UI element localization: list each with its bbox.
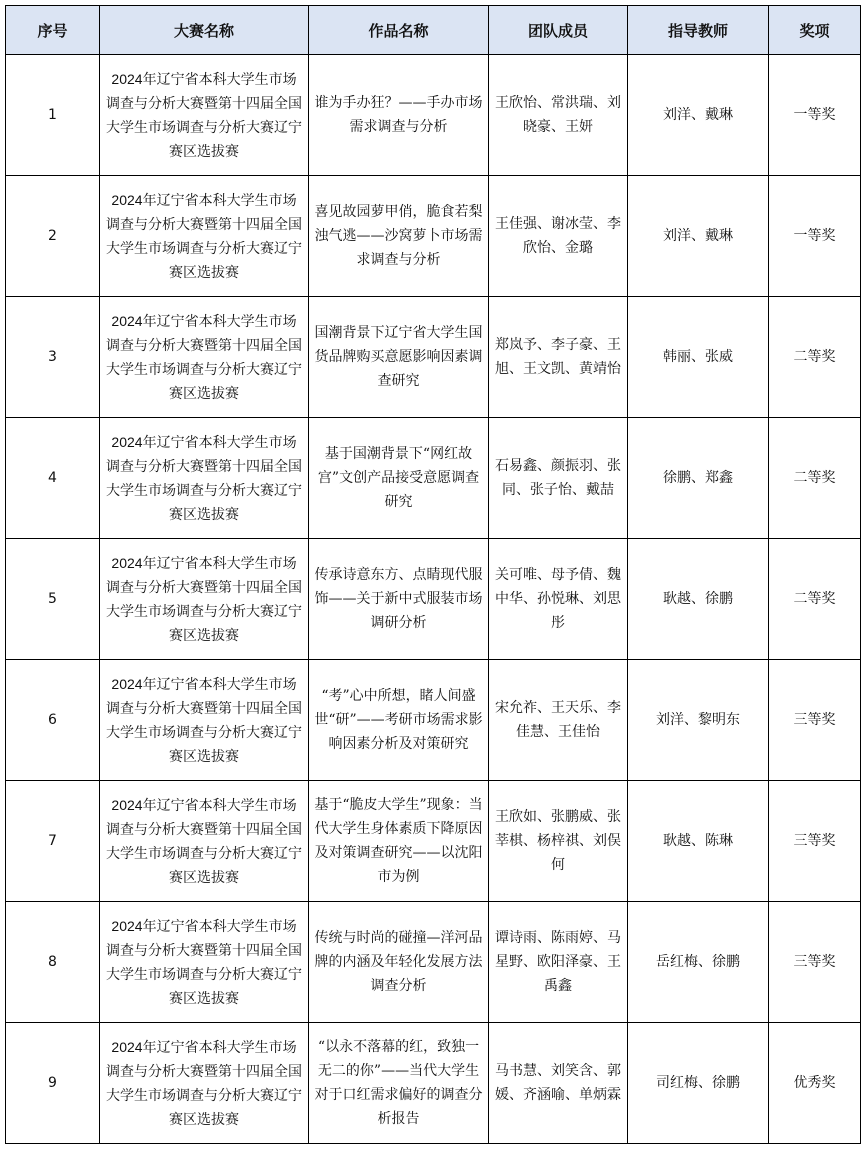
table-row [6,418,861,539]
cell-team: 石易鑫、颜振羽、张同、张子怡、戴喆 [489,418,628,539]
cell-award: 二等奖 [769,539,861,660]
cell-teacher: 韩丽、张威 [628,297,769,418]
cell-team: 宋允祚、王天乐、李佳慧、王佳怡 [489,660,628,781]
cell-team: 关可唯、母予倩、魏中华、孙悦琳、刘思彤 [489,539,628,660]
cell-work: 国潮背景下辽宁省大学生国货品牌购买意愿影响因素调查研究 [309,297,489,418]
table-row [6,902,861,1023]
cell-team: 王佳强、谢冰莹、李欣怡、金璐 [489,176,628,297]
cell-contest: 2024年辽宁省本科大学生市场调查与分析大赛暨第十四届全国大学生市场调查与分析大赛辽宁赛区选拔赛 [100,781,309,902]
cell-index: 6 [6,660,100,781]
table-row [6,55,861,176]
table-row [6,176,861,297]
cell-index: 7 [6,781,100,902]
cell-award: 一等奖 [769,55,861,176]
table-row [6,781,861,902]
cell-award: 三等奖 [769,781,861,902]
cell-teacher: 司红梅、徐鹏 [628,1023,769,1144]
cell-contest: 2024年辽宁省本科大学生市场调查与分析大赛暨第十四届全国大学生市场调查与分析大赛辽宁赛区选拔赛 [100,539,309,660]
cell-contest: 2024年辽宁省本科大学生市场调查与分析大赛暨第十四届全国大学生市场调查与分析大赛辽宁赛区选拔赛 [100,660,309,781]
awards-table [5,5,861,1144]
cell-index: 5 [6,539,100,660]
header-contest: 大赛名称 [100,6,309,55]
table-row [6,660,861,781]
cell-team: 郑岚予、李子豪、王旭、王文凯、黄靖怡 [489,297,628,418]
table-row [6,539,861,660]
cell-work: “以永不落幕的红，致独一无二的你”——当代大学生对于口红需求偏好的调查分析报告 [309,1023,489,1144]
cell-teacher: 刘洋、戴琳 [628,55,769,176]
cell-teacher: 刘洋、黎明东 [628,660,769,781]
cell-work: 基于“脆皮大学生”现象：当代大学生身体素质下降原因及对策调查研究——以沈阳市为例 [309,781,489,902]
cell-index: 2 [6,176,100,297]
header-index: 序号 [6,6,100,55]
cell-award: 三等奖 [769,902,861,1023]
cell-contest: 2024年辽宁省本科大学生市场调查与分析大赛暨第十四届全国大学生市场调查与分析大赛辽宁赛区选拔赛 [100,297,309,418]
cell-index: 8 [6,902,100,1023]
cell-teacher: 刘洋、戴琳 [628,176,769,297]
cell-award: 二等奖 [769,297,861,418]
cell-award: 三等奖 [769,660,861,781]
cell-work: 传承诗意东方、点睛现代服饰——关于新中式服装市场调研分析 [309,539,489,660]
header-award: 奖项 [769,6,861,55]
cell-contest: 2024年辽宁省本科大学生市场调查与分析大赛暨第十四届全国大学生市场调查与分析大赛辽宁赛区选拔赛 [100,418,309,539]
cell-award: 二等奖 [769,418,861,539]
cell-work: 传统与时尚的碰撞—洋河品牌的内涵及年轻化发展方法调查分析 [309,902,489,1023]
cell-team: 谭诗雨、陈雨婷、马星野、欧阳泽豪、王禹鑫 [489,902,628,1023]
cell-team: 王欣怡、常洪瑞、刘晓豪、王妍 [489,55,628,176]
cell-contest: 2024年辽宁省本科大学生市场调查与分析大赛暨第十四届全国大学生市场调查与分析大赛辽宁赛区选拔赛 [100,1023,309,1144]
cell-work: 谁为手办狂？——手办市场需求调查与分析 [309,55,489,176]
header-work: 作品名称 [309,6,489,55]
cell-teacher: 岳红梅、徐鹏 [628,902,769,1023]
cell-teacher: 耿越、陈琳 [628,781,769,902]
cell-award: 一等奖 [769,176,861,297]
header-team: 团队成员 [489,6,628,55]
cell-index: 4 [6,418,100,539]
cell-contest: 2024年辽宁省本科大学生市场调查与分析大赛暨第十四届全国大学生市场调查与分析大赛辽宁赛区选拔赛 [100,902,309,1023]
cell-index: 9 [6,1023,100,1144]
cell-teacher: 耿越、徐鹏 [628,539,769,660]
cell-teacher: 徐鹏、郑鑫 [628,418,769,539]
header-row [6,6,861,55]
cell-contest: 2024年辽宁省本科大学生市场调查与分析大赛暨第十四届全国大学生市场调查与分析大赛辽宁赛区选拔赛 [100,55,309,176]
cell-work: “考”心中所想，睹人间盛世“研”——考研市场需求影响因素分析及对策研究 [309,660,489,781]
cell-index: 3 [6,297,100,418]
cell-work: 喜见故园萝甲俏，脆食若梨浊气逃——沙窝萝卜市场需求调查与分析 [309,176,489,297]
cell-award: 优秀奖 [769,1023,861,1144]
cell-contest: 2024年辽宁省本科大学生市场调查与分析大赛暨第十四届全国大学生市场调查与分析大赛辽宁赛区选拔赛 [100,176,309,297]
table-row [6,1023,861,1144]
table-row [6,297,861,418]
cell-team: 马书慧、刘笑含、郭媛、齐涵喻、单炳霖 [489,1023,628,1144]
cell-index: 1 [6,55,100,176]
cell-work: 基于国潮背景下“网红故宫”文创产品接受意愿调查研究 [309,418,489,539]
header-teacher: 指导教师 [628,6,769,55]
cell-team: 王欣如、张鹏威、张莘棋、杨梓祺、刘俣何 [489,781,628,902]
